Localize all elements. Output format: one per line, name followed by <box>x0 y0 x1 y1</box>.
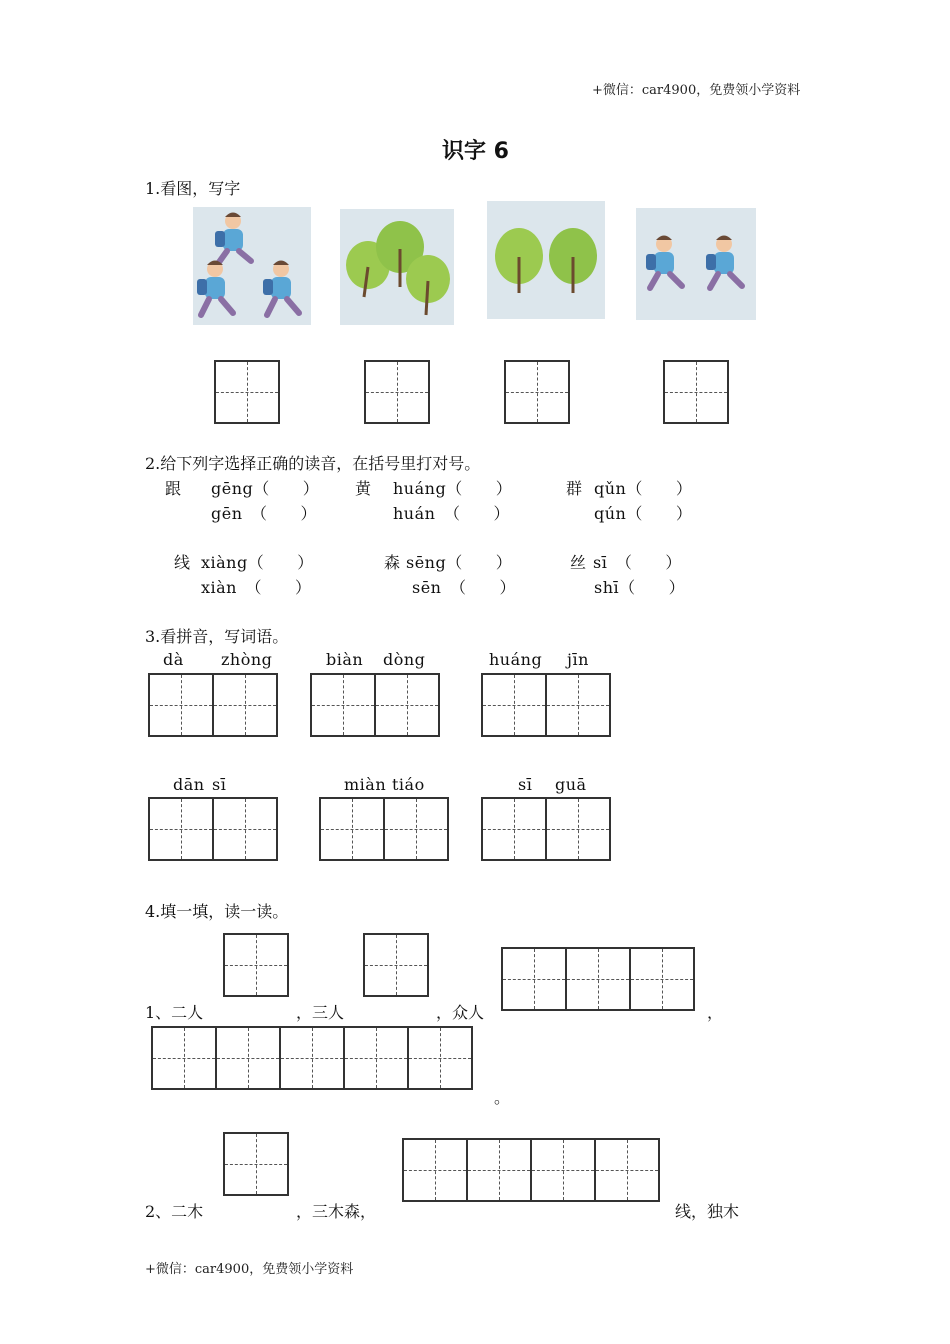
q2-option[interactable]: xiàn （ ） <box>201 578 312 597</box>
q2-option[interactable]: shī（ ） <box>594 578 686 597</box>
pinyin: guā <box>555 775 587 794</box>
q2-option[interactable]: gēng（ ） <box>211 479 320 498</box>
q4-line1-text: 。 <box>494 1088 511 1107</box>
writing-cell[interactable] <box>530 1138 596 1202</box>
q3-label: 3.看拼音，写词语。 <box>145 627 289 646</box>
writing-cell[interactable] <box>212 797 278 861</box>
pinyin: dān <box>173 775 205 794</box>
q4-blank-grid-5[interactable] <box>223 1132 289 1196</box>
writing-cell[interactable] <box>383 797 449 861</box>
writing-cell[interactable] <box>545 673 611 737</box>
two-people-picture <box>636 208 756 320</box>
pinyin: miàn <box>344 775 387 794</box>
q2-option[interactable]: huán （ ） <box>393 504 510 523</box>
q2-char: 线 <box>174 553 191 572</box>
writing-cell[interactable] <box>545 797 611 861</box>
writing-cell[interactable] <box>402 1138 468 1202</box>
q4-label: 4.填一填，读一读。 <box>145 902 289 921</box>
q2-label: 2.给下列字选择正确的读音，在括号里打对号。 <box>145 454 481 473</box>
q4-line1-text: ，众人 <box>436 1003 485 1022</box>
writing-cell[interactable] <box>148 673 214 737</box>
q2-option[interactable]: xiàng（ ） <box>201 553 314 572</box>
writing-cell[interactable] <box>501 947 567 1011</box>
writing-cell[interactable] <box>364 360 430 424</box>
q1-answer-grid-2[interactable] <box>364 360 430 424</box>
writing-cell[interactable] <box>223 933 289 997</box>
writing-cell[interactable] <box>215 1026 281 1090</box>
q3-word-grid-2[interactable] <box>310 673 440 737</box>
q1-answer-grid-3[interactable] <box>504 360 570 424</box>
writing-cell[interactable] <box>363 933 429 997</box>
writing-cell[interactable] <box>310 673 376 737</box>
q2-option[interactable]: qún（ ） <box>594 504 693 523</box>
pinyin: biàn <box>326 650 364 669</box>
three-trees-picture <box>340 209 454 325</box>
q2-option[interactable]: qǔn（ ） <box>594 479 693 498</box>
writing-cell[interactable] <box>466 1138 532 1202</box>
q4-line2-text: ，三木森， <box>296 1202 377 1221</box>
q2-option[interactable]: sī （ ） <box>593 553 682 572</box>
q2-char: 群 <box>566 479 583 498</box>
writing-cell[interactable] <box>407 1026 473 1090</box>
writing-cell[interactable] <box>214 360 280 424</box>
writing-cell[interactable] <box>319 797 385 861</box>
writing-cell[interactable] <box>629 947 695 1011</box>
writing-cell[interactable] <box>481 673 547 737</box>
q3-word-grid-4[interactable] <box>148 797 278 861</box>
q3-word-grid-6[interactable] <box>481 797 611 861</box>
writing-cell[interactable] <box>148 797 214 861</box>
pinyin: zhòng <box>221 650 273 669</box>
q1-label: 1.看图，写字 <box>145 179 241 198</box>
pinyin: huáng <box>489 650 543 669</box>
writing-cell[interactable] <box>343 1026 409 1090</box>
q4-blank-grid-2[interactable] <box>363 933 429 997</box>
q1-answer-grid-4[interactable] <box>663 360 729 424</box>
footer-watermark: +微信：car4900，免费领小学资料 <box>145 1262 354 1277</box>
pinyin: sī <box>212 775 227 794</box>
q4-line2-text: 线，独木 <box>675 1202 740 1221</box>
header-watermark: +微信：car4900，免费领小学资料 <box>592 83 801 98</box>
writing-cell[interactable] <box>481 797 547 861</box>
pinyin: sī <box>518 775 533 794</box>
writing-cell[interactable] <box>151 1026 217 1090</box>
two-trees-picture <box>487 201 605 319</box>
q4-line1-text: 1、二人 <box>145 1003 204 1022</box>
q3-word-grid-3[interactable] <box>481 673 611 737</box>
q2-char: 丝 <box>570 553 587 572</box>
page-title: 识字 6 <box>442 139 509 164</box>
writing-cell[interactable] <box>374 673 440 737</box>
q4-line1-text: ， <box>707 1003 724 1022</box>
q1-answer-grid-1[interactable] <box>214 360 280 424</box>
pinyin: tiáo <box>392 775 425 794</box>
writing-cell[interactable] <box>212 673 278 737</box>
q4-blank-grid-6[interactable] <box>402 1138 660 1202</box>
q2-char: 跟 <box>165 479 182 498</box>
q3-word-grid-5[interactable] <box>319 797 449 861</box>
writing-cell[interactable] <box>223 1132 289 1196</box>
pinyin: dòng <box>383 650 426 669</box>
writing-cell[interactable] <box>594 1138 660 1202</box>
writing-cell[interactable] <box>279 1026 345 1090</box>
q2-option[interactable]: sēng（ ） <box>406 553 513 572</box>
q2-char: 森 <box>384 553 401 572</box>
three-people-picture <box>193 207 311 325</box>
q4-blank-grid-3[interactable] <box>501 947 695 1011</box>
q2-char: 黄 <box>355 479 372 498</box>
pinyin: dà <box>163 650 184 669</box>
q4-blank-grid-4[interactable] <box>151 1026 473 1090</box>
writing-cell[interactable] <box>504 360 570 424</box>
writing-cell[interactable] <box>663 360 729 424</box>
q3-word-grid-1[interactable] <box>148 673 278 737</box>
q2-option[interactable]: huáng（ ） <box>393 479 513 498</box>
pinyin: jīn <box>567 650 589 669</box>
q4-line1-text: ，三人 <box>296 1003 345 1022</box>
q4-line2-text: 2、二木 <box>145 1202 204 1221</box>
q2-option[interactable]: gēn （ ） <box>211 504 318 523</box>
q2-option[interactable]: sēn （ ） <box>412 578 516 597</box>
q4-blank-grid-1[interactable] <box>223 933 289 997</box>
writing-cell[interactable] <box>565 947 631 1011</box>
